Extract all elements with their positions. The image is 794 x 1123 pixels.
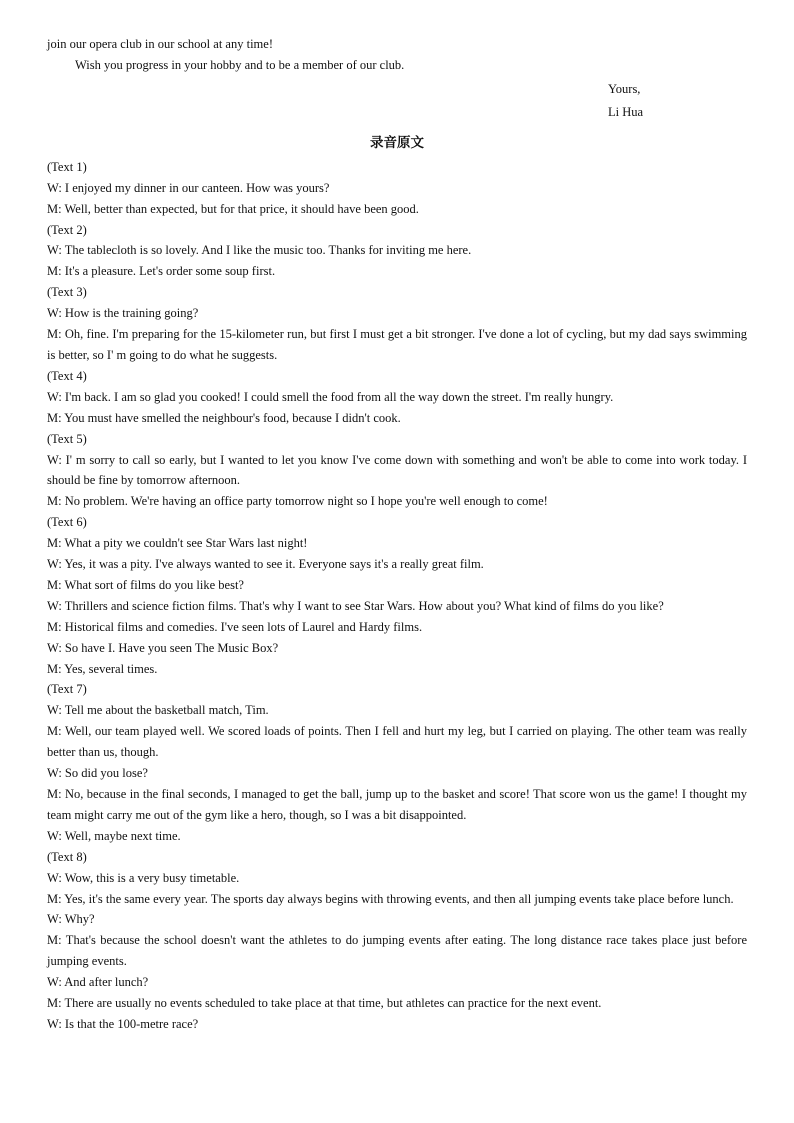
dialogue-line: M: What a pity we couldn't see Star Wars last night! [47,536,308,551]
text-section-label: (Text 4) [47,368,87,383]
dialogue-line: W: Why? [47,912,95,927]
dialogue-line: M: Yes, several times. [47,661,158,676]
dialogue-line: M: There are usually no events scheduled to take place at that time, but athletes can practice for the next event. [47,996,602,1011]
dialogue-line: M: That's because the school doesn't want the athletes to do jumping events after eating. The long distance race takes place just before jumping events. [47,933,747,969]
dialogue-line: W: The tablecloth is so lovely. And I like the music too. Thanks for inviting me here. [47,243,472,258]
dialogue-line: W: Well, maybe next time. [47,828,181,843]
dialogue-line: W: So did you lose? [47,766,148,781]
text-section-label: (Text 8) [47,849,87,864]
dialogue-line: M: It's a pleasure. Let's order some soup first. [47,264,276,279]
dialogue-line: W: I enjoyed my dinner in our canteen. How was yours? [47,180,330,195]
dialogue-line: M: What sort of films do you like best? [47,577,244,592]
dialogue-line: W: How is the training going? [47,306,199,321]
letter-closing: Yours, [608,81,641,96]
text-section-label: (Text 6) [47,515,87,530]
dialogue-line: W: Wow, this is a very busy timetable. [47,870,240,885]
dialogue-line: M: You must have smelled the neighbour's food, because I didn't cook. [47,410,401,425]
dialogue-line: W: Is that the 100-metre race? [47,1016,199,1031]
dialogue-line: W: Tell me about the basketball match, Tim. [47,703,269,718]
text-section-label: (Text 7) [47,682,87,697]
dialogue-line: W: I' m sorry to call so early, but I wanted to let you know I've come down with something and won't be able to come into work today. I should be fine by tomorrow afternoon. [47,452,747,488]
letter-line-1: join our opera club in our school at any time! [47,37,273,51]
dialogue-line: W: Yes, it was a pity. I've always wanted to see it. Everyone says it's a really great film. [47,557,484,572]
dialogue-line: M: Yes, it's the same every year. The sports day always begins with throwing events, and then all jumping events take place before lunch. [47,891,734,906]
dialogue-line: M: No, because in the final seconds, I managed to get the ball, jump up to the basket and score! That score won us the game! I thought my team might carry me out of the gym like a hero, though, so I was a bit disappointed. [47,787,747,822]
dialogue-line: W: So have I. Have you seen The Music Box? [47,640,279,655]
dialogue-line: M: Oh, fine. I'm preparing for the 15-kilometer run, but first I must get a bit stronger. I've done a lot of cycling, but my dad says swimming is better, so I' m going to do what he suggests. [47,327,747,362]
dialogue-line: W: Thrillers and science fiction films. That's why I want to see Star Wars. How about you? What kind of films do you like? [47,598,664,613]
dialogue-line: M: Well, better than expected, but for that price, it should have been good. [47,201,419,216]
document-page [47,34,747,1035]
dialogue-line: W: And after lunch? [47,975,149,990]
dialogue-line: M: Well, our team played well. We scored loads of points. Then I fell and hurt my leg, but I carried on playing. The other team was really better than us, though. [47,724,747,760]
text-section-label: (Text 2) [47,222,87,237]
dialogue-line: M: No problem. We're having an office party tomorrow night so I hope you're well enough to come! [47,494,548,509]
transcript-title: 录音原文 [370,134,424,151]
text-section-label: (Text 5) [47,431,87,446]
text-section-label: (Text 3) [47,285,87,300]
dialogue-line: M: Historical films and comedies. I've seen lots of Laurel and Hardy films. [47,619,423,634]
letter-signature: Li Hua [608,104,644,119]
text-section-label: (Text 1) [47,159,87,174]
transcript-body [47,157,747,1035]
letter-line-2: Wish you progress in your hobby and to be a member of our club. [75,57,405,72]
dialogue-line: W: I'm back. I am so glad you cooked! I could smell the food from all the way down the street. I'm really hungry. [47,389,614,404]
